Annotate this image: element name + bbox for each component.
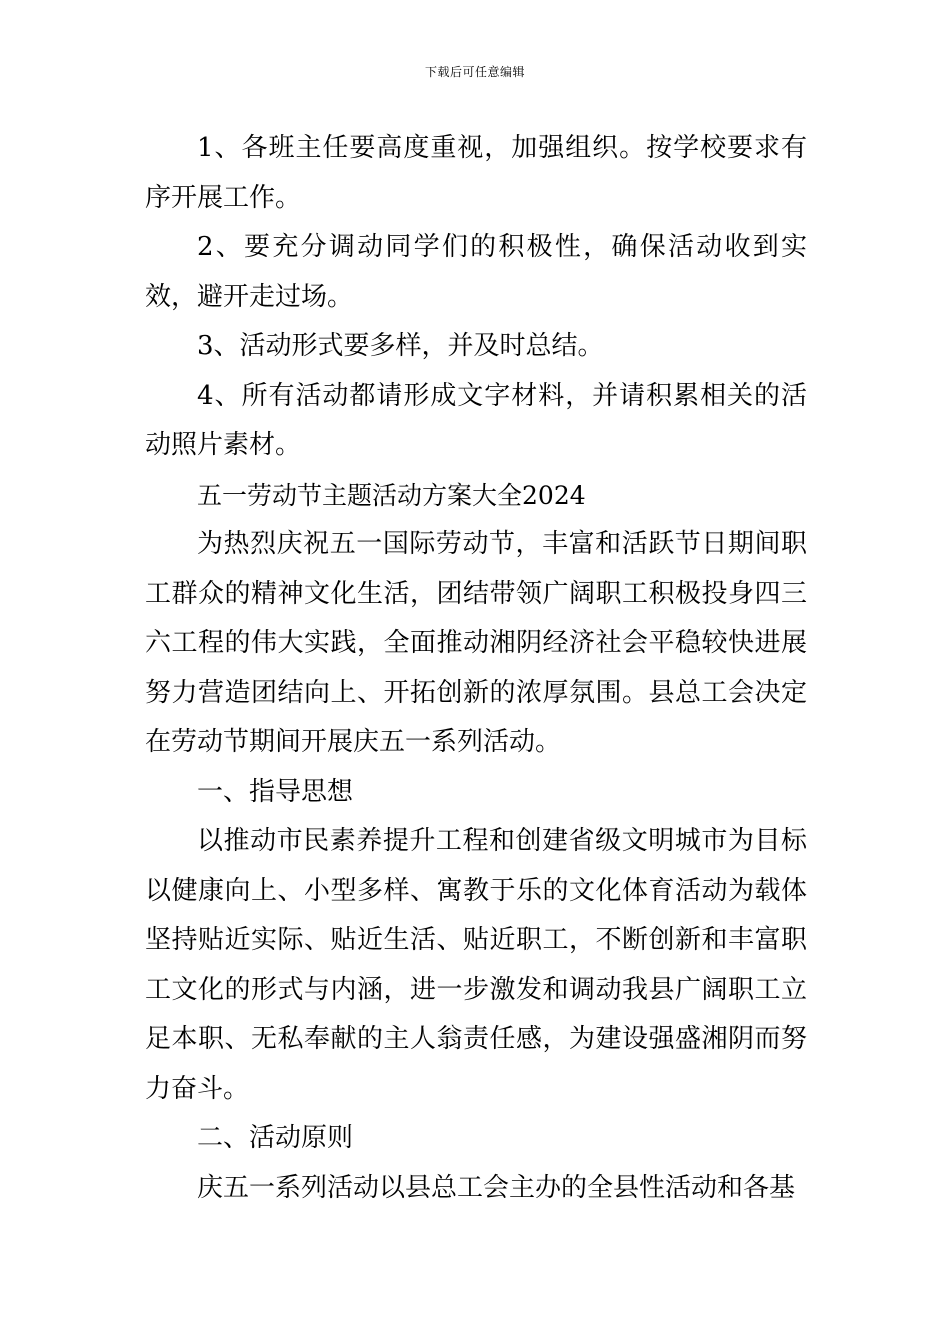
paragraph-item-2: 2、要充分调动同学们的积极性，确保活动收到实效，避开走过场。	[145, 232, 807, 312]
activity-principles-paragraph: 庆五一系列活动以县总工会主办的全县性活动和各基	[197, 1172, 796, 1203]
guiding-ideology-paragraph: 以推动市民素养提升工程和创建省级文明城市为目标以健康向上、小型多样、寓教于乐的文化体育活动为载体坚持贴近实际、贴近生活、贴近职工，不断创新和丰富职工文化的形式与内涵，进一步激发和调动我县广阔职工立足本职、无私奉献的主人翁责任感，为建设强盛湘阴而努力奋斗。	[145, 826, 807, 1104]
section-title: 五一劳动节主题活动方案大全2024	[197, 480, 586, 510]
document-body	[145, 124, 807, 1213]
page-header-note: 下载后可任意编辑	[424, 65, 525, 79]
paragraph-item-1: 1、各班主任要高度重视，加强组织。按学校要求有序开展工作。	[145, 133, 807, 213]
paragraph-item-4: 4、所有活动都请形成文字材料，并请积累相关的活动照片素材。	[145, 380, 807, 460]
paragraph-item-3: 3、活动形式要多样，并及时总结。	[197, 331, 604, 361]
heading-activity-principles: 二、活动原则	[197, 1123, 354, 1153]
heading-guiding-ideology: 一、指导思想	[197, 776, 354, 807]
intro-paragraph: 为热烈庆祝五一国际劳动节，丰富和活跃节日期间职工群众的精神文化生活，团结带领广阔职工积极投身四三六工程的伟大实践，全面推动湘阴经济社会平稳较快进展努力营造团结向上、开拓创新的浓厚氛围。县总工会决定在劳动节期间开展庆五一系列活动。	[145, 529, 807, 757]
